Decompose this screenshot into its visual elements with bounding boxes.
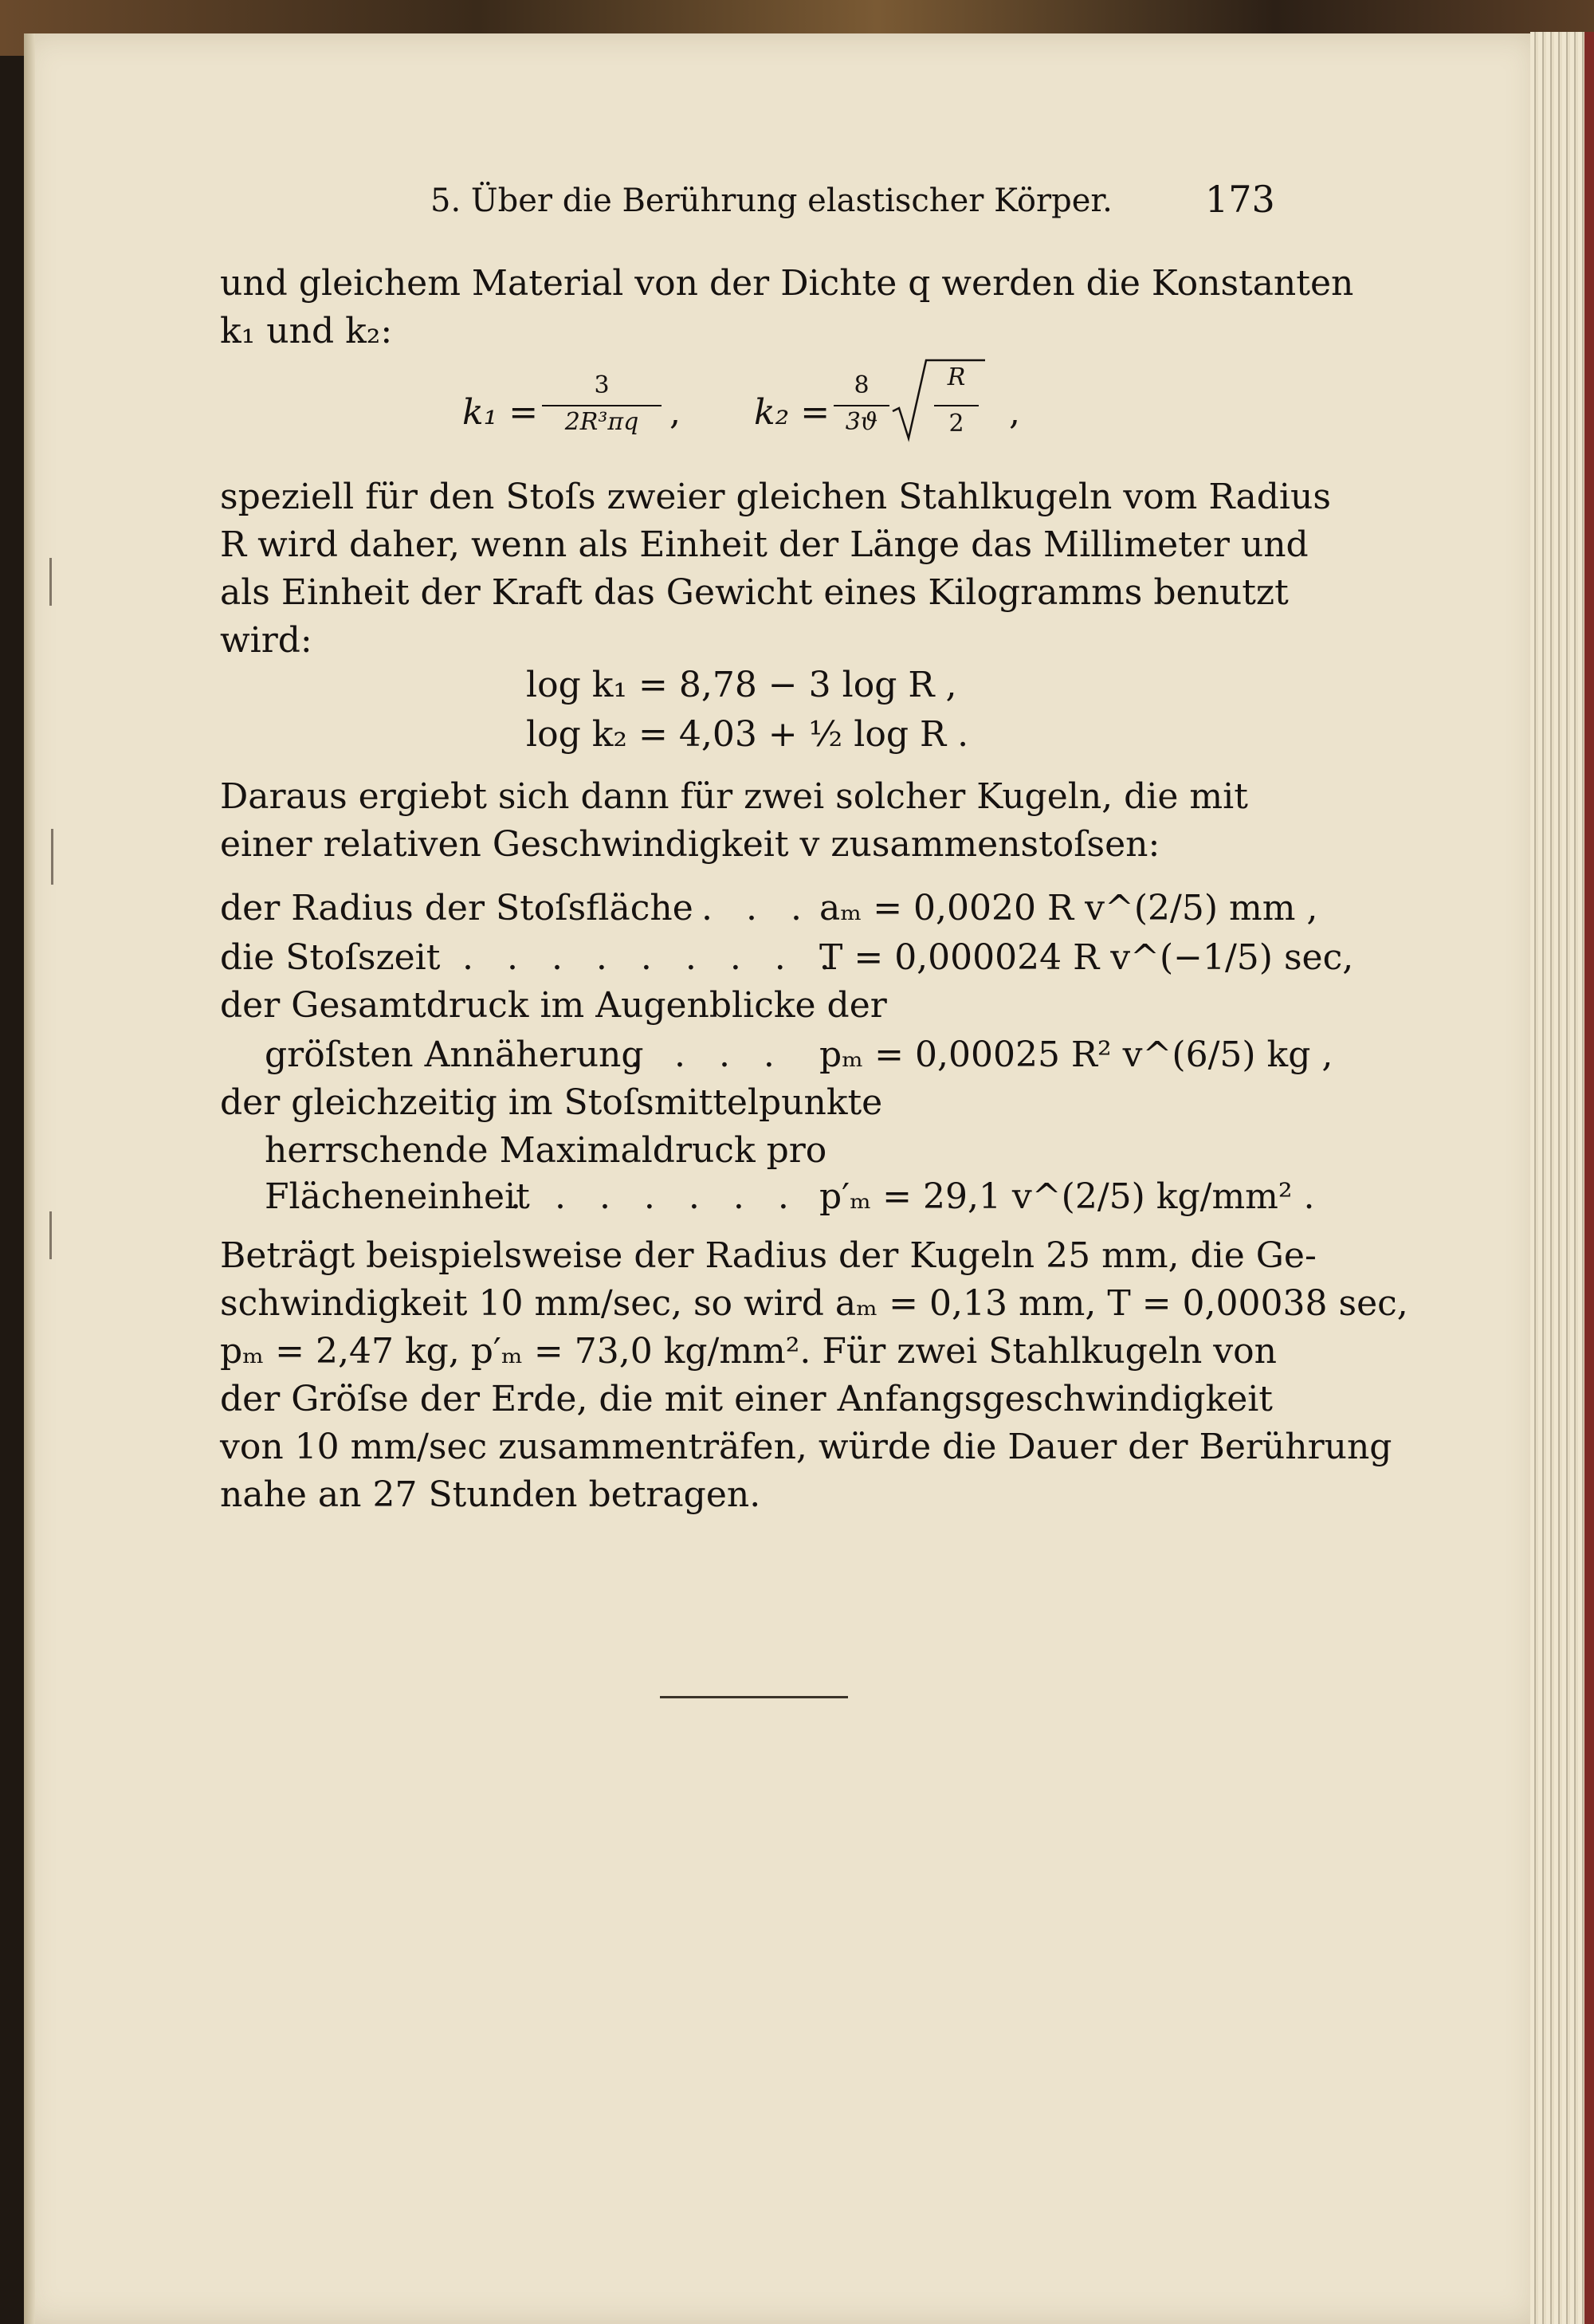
text-line: R wird daher, wenn als Einheit der Länge das Millimeter und [220,524,1309,565]
log-equation-k1: log k₁ = 8,78 − 3 log R , [526,665,957,705]
result-label: gröſsten Annäherung [265,1034,644,1075]
result-label: die Stoſszeit [220,937,441,978]
page-gutter [24,33,35,2324]
eq-k1-denominator: 2R³πq [564,408,639,436]
text-line: der Gröſse der Erde, die mit einer Anfangsgeschwindigkeit [220,1379,1273,1419]
leader-dots: . . . . . . . . . [462,937,842,978]
result-formula: p′ₘ = 29,1 v^(2/5) kg/mm² . [819,1176,1315,1217]
text-line: pₘ = 2,47 kg, p′ₘ = 73,0 kg/mm². Für zwei Stahlkugeln von [220,1331,1277,1372]
eq-k2-numerator: 8 [854,371,870,399]
running-title: 5. Über die Berührung elastischer Körper. [430,183,1113,219]
result-label: herrschende Maximaldruck pro [265,1130,827,1171]
result-formula: aₘ = 0,0020 R v^(2/5) mm , [819,888,1318,928]
result-formula: pₘ = 0,00025 R² v^(6/5) kg , [819,1034,1333,1075]
eq-separator: , [1009,392,1020,433]
text-line: als Einheit der Kraft das Gewicht eines Kilogramms benutzt [220,572,1289,613]
margin-mark [51,829,53,885]
eq-k2-lhs: k₂ = [754,392,830,433]
text-line: Beträgt beispielsweise der Radius der Kugeln 25 mm, die Ge- [220,1235,1317,1276]
result-formula: T = 0,000024 R v^(−1/5) sec, [819,937,1354,978]
result-label: Flächeneinheit [265,1176,530,1217]
fraction-bar [542,405,662,406]
text-line: und gleichem Material von der Dichte q werden die Konstanten [220,263,1354,304]
margin-mark [49,558,52,606]
fraction-bar [834,405,889,406]
text-line: schwindigkeit 10 mm/sec, so wird aₘ = 0,13 mm, T = 0,00038 sec, [220,1283,1408,1324]
fraction-bar [934,405,979,406]
eq-k1-lhs: k₁ = [462,392,539,433]
leader-dots: . . . [701,888,813,928]
margin-mark [49,1211,52,1259]
log-equation-k2: log k₂ = 4,03 + ½ log R . [526,714,969,755]
leader-dots: . . . . . . . [510,1176,800,1217]
leader-dots: . . . . [630,1034,786,1075]
text-line: wird: [220,620,312,661]
text-line: von 10 mm/sec zusammenträfen, würde die Dauer der Berührung [220,1427,1392,1467]
text-line: speziell für den Stoſs zweier gleichen Stahlkugeln vom Radius [220,477,1331,517]
text-line: nahe an 27 Stunden betragen. [220,1474,761,1515]
eq-k2-denominator: 3ϑ [845,408,878,436]
result-label: der gleichzeitig im Stoſsmittelpunkte [220,1082,883,1123]
text-line: einer relativen Geschwindigkeit v zusammenstoſsen: [220,824,1160,865]
binding-edge [1584,32,1594,2324]
page-number: 173 [1205,178,1275,221]
text-line: k₁ und k₂: [220,311,393,351]
text-line: Daraus ergiebt sich dann für zwei solcher Kugeln, die mit [220,776,1248,817]
eq-separator: , [669,392,681,433]
eq-k2-root-denominator: 2 [948,410,964,438]
eq-k1-numerator: 3 [594,371,610,399]
result-label: der Radius der Stoſsfläche [220,888,693,928]
result-label: der Gesamtdruck im Augenblicke der [220,985,887,1026]
section-end-rule [660,1696,848,1698]
eq-k2-root-numerator: R [947,363,966,391]
